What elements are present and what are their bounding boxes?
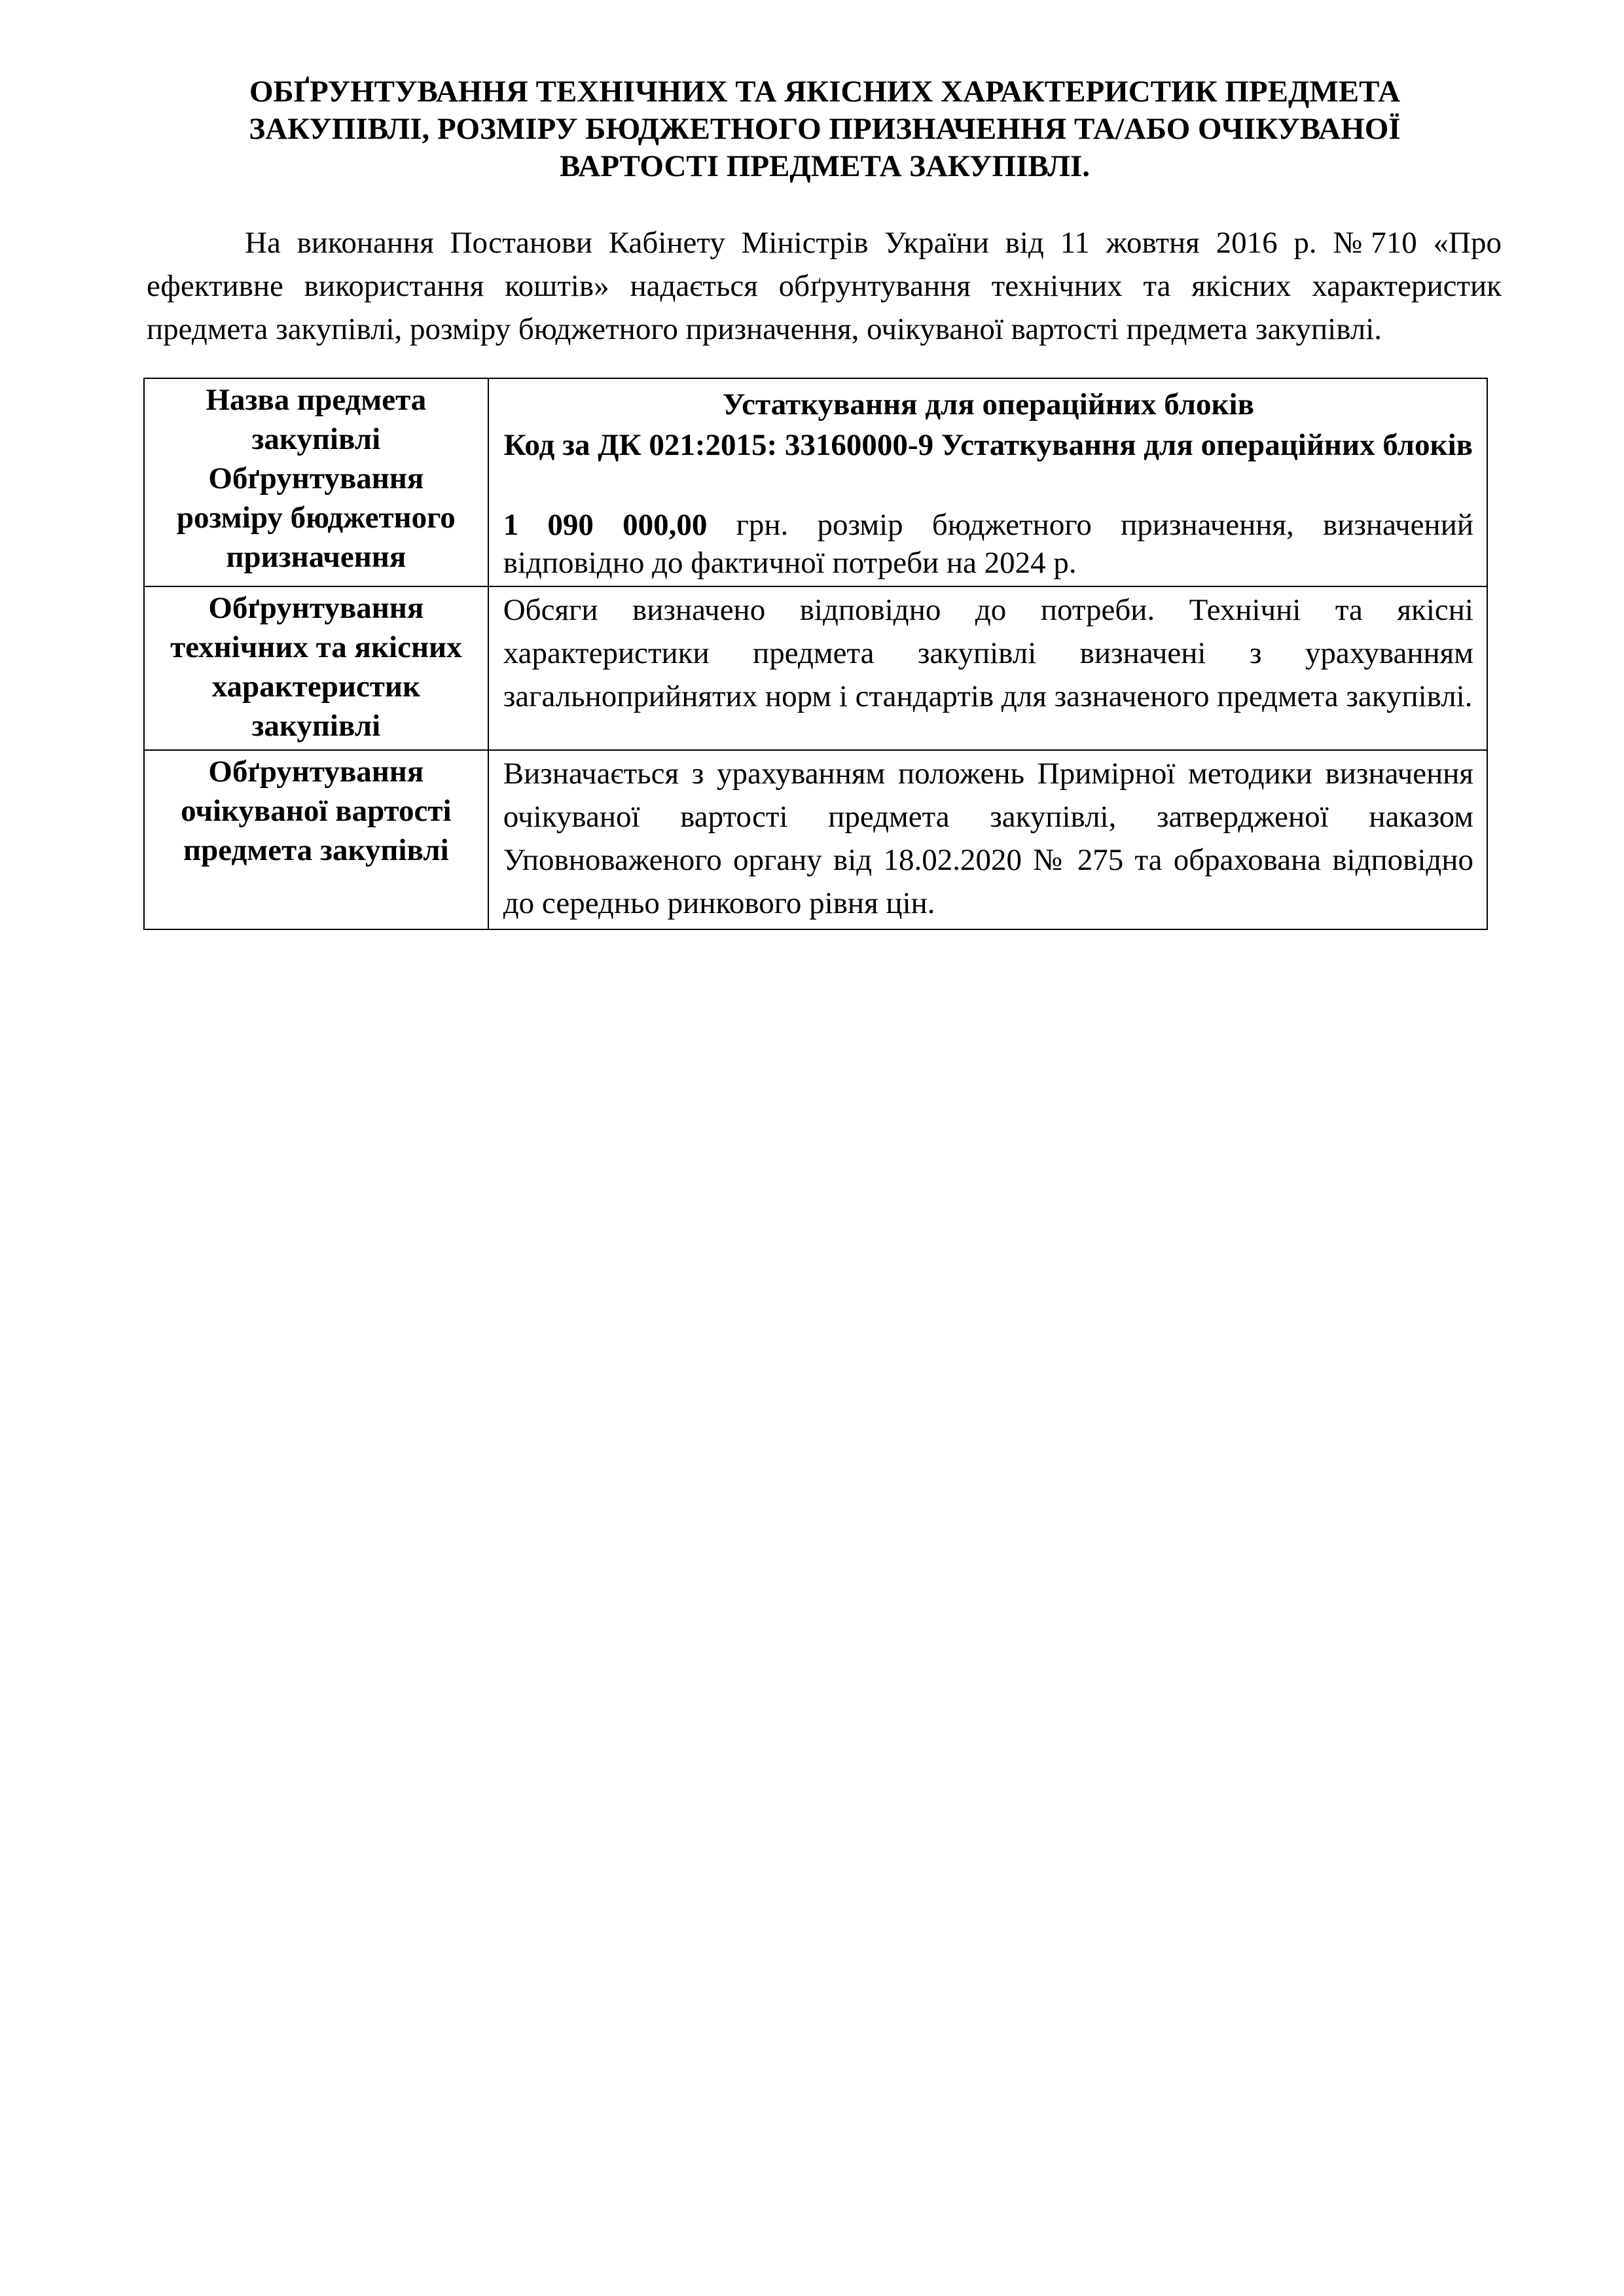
document-title xyxy=(144,73,1506,185)
table-row-technical xyxy=(144,586,1487,750)
subject-heading xyxy=(503,384,1473,465)
label-line: предмета закупівлі xyxy=(183,833,449,867)
label-subject-budget xyxy=(144,378,488,586)
label-technical xyxy=(144,586,488,750)
technical-text: Обсяги визначено відповідно до потреби. Технічні та якісні характеристики предмета закупівлі визначені з урахуванням загальноприйнятих норм і стандартів для зазначеного предмета закупівлі. xyxy=(503,593,1473,713)
table-row-expected-cost xyxy=(144,750,1487,929)
title-line-3: ВАРТОСТІ ПРЕДМЕТА ЗАКУПІВЛІ. xyxy=(559,149,1090,183)
label-line: закупівлі xyxy=(251,709,381,743)
budget-text xyxy=(503,506,1473,582)
label-line: характеристик xyxy=(211,670,421,704)
subject-code: Код за ДК 021:2015: 33160000-9 Устаткування для операційних блоків xyxy=(503,428,1473,462)
value-technical xyxy=(488,586,1487,750)
subject-name: Устаткування для операційних блоків xyxy=(722,387,1254,422)
expected-cost-text: Визначається з урахуванням положень Примірної методики визначення очікуваної вартості предмета закупівлі, затвердженої наказом Уповноваженого органу від 18.02.2020 № 275 та обрахована відповідно до середньо ринкового рівня цін. xyxy=(503,757,1473,920)
budget-description: грн. розмір бюджетного призначення, визначений відповідно до фактичної потреби на 2024 р. xyxy=(503,508,1473,580)
value-subject-budget xyxy=(488,378,1487,586)
justification-table xyxy=(143,378,1488,930)
label-line: закупівлі xyxy=(251,422,381,456)
intro-paragraph: На виконання Постанови Кабінету Міністрів України від 11 жовтня 2016 р. №710 «Про ефективне використання коштів» надається обґрунтування технічних та якісних характеристик предмета закупівлі, розміру бюджетного призначення, очікуваної вартості предмета закупівлі. xyxy=(147,226,1502,346)
label-line: технічних та якісних xyxy=(170,630,462,664)
title-line-1: ОБҐРУНТУВАННЯ ТЕХНІЧНИХ ТА ЯКІСНИХ ХАРАКТЕРИСТИК ПРЕДМЕТА xyxy=(249,75,1401,109)
label-line: призначення xyxy=(226,540,406,574)
label-line: Обґрунтування xyxy=(208,461,424,495)
label-line: очікуваної вартості xyxy=(181,794,452,828)
label-line: Обґрунтування xyxy=(208,591,424,625)
label-expected-cost xyxy=(144,750,488,929)
label-line: Назва предмета xyxy=(206,383,427,417)
title-line-2: ЗАКУПІВЛІ, РОЗМІРУ БЮДЖЕТНОГО ПРИЗНАЧЕННЯ ТА/АБО ОЧІКУВАНОЇ xyxy=(249,112,1401,146)
label-line: Обґрунтування xyxy=(208,755,424,789)
label-line: розміру бюджетного xyxy=(176,501,456,535)
budget-amount: 1 090 000,00 xyxy=(503,508,708,542)
table-row-subject xyxy=(144,378,1487,586)
value-expected-cost xyxy=(488,750,1487,929)
